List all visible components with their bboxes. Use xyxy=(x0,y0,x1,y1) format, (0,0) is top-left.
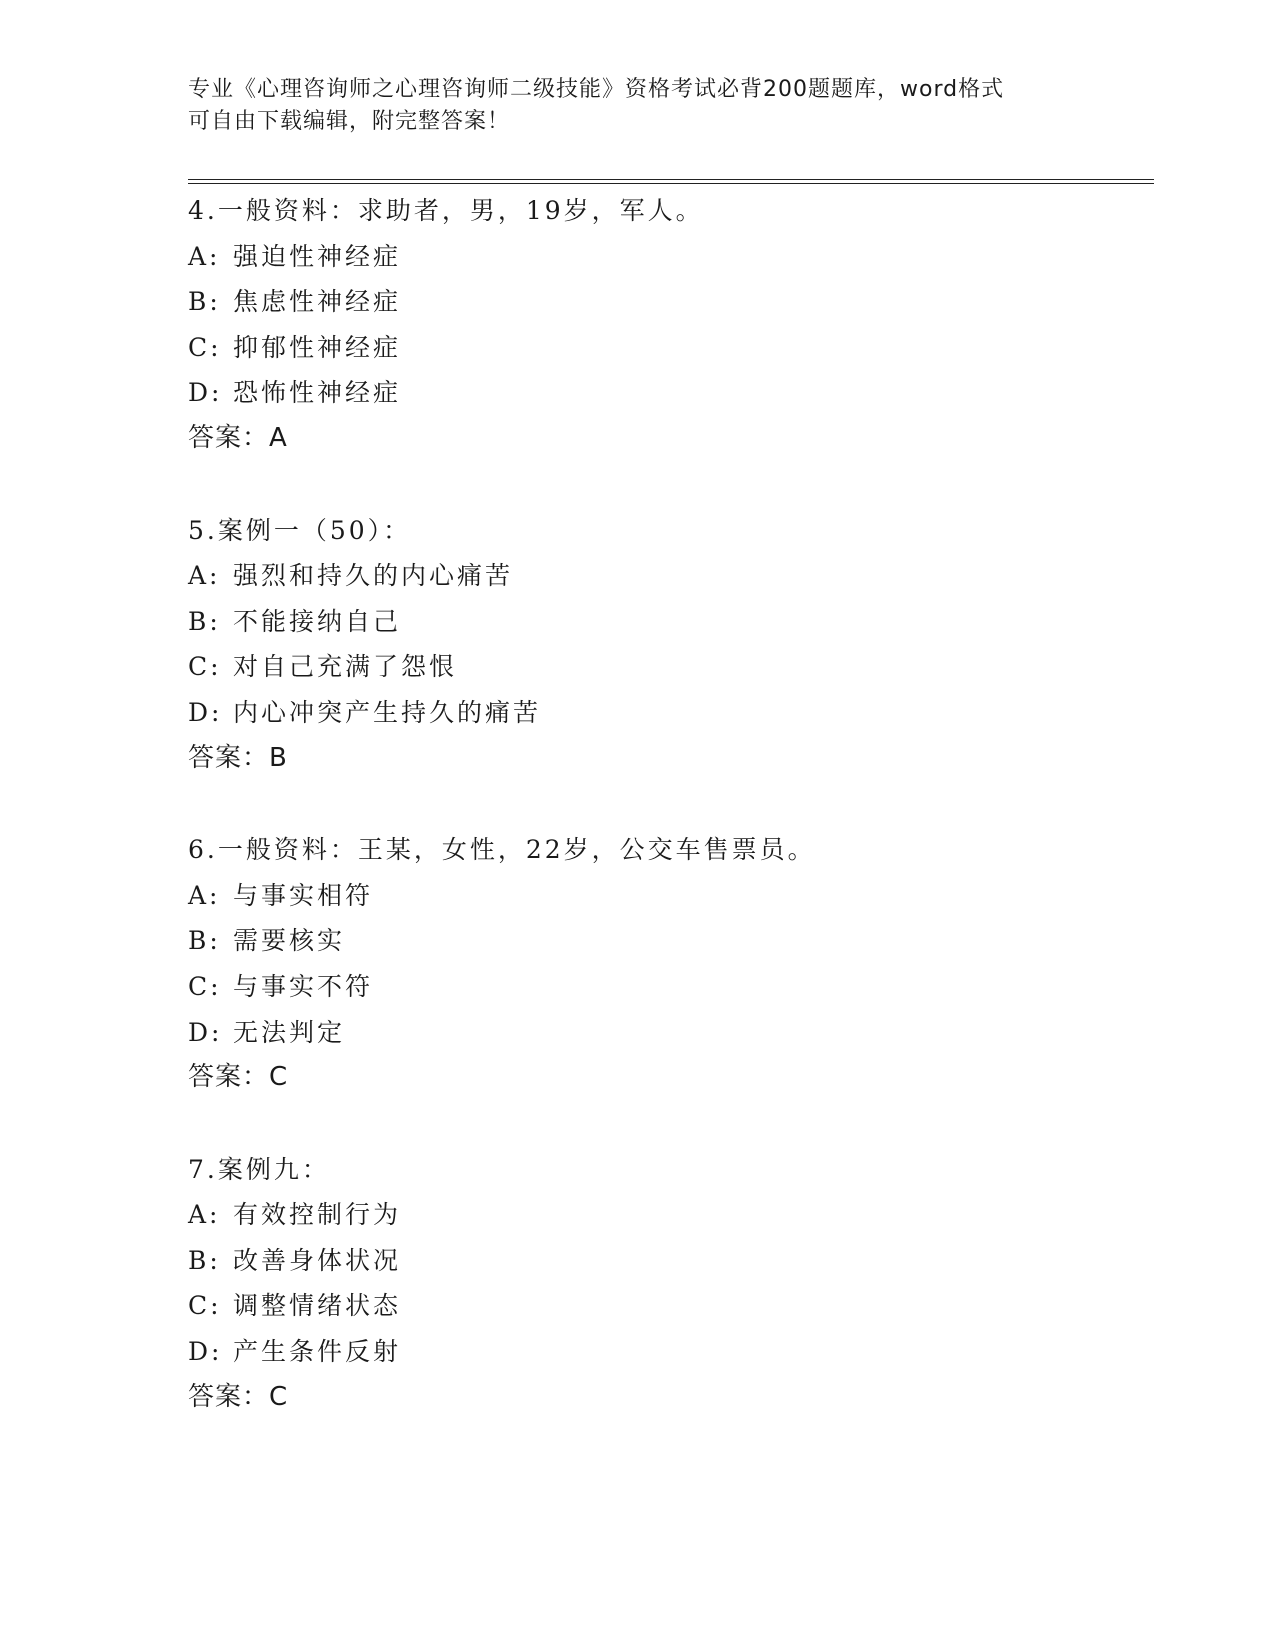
option-d xyxy=(188,1010,1148,1056)
option-text: 与事实相符 xyxy=(233,880,374,910)
question-item xyxy=(188,188,1148,462)
option-d xyxy=(188,690,1148,736)
option-c xyxy=(188,644,1148,690)
option-a xyxy=(188,234,1148,280)
option-b xyxy=(188,279,1148,325)
option-text: 内心冲突产生持久的痛苦 xyxy=(233,697,542,727)
question-stem: 6.一般资料：王某，女性，22岁，公交车售票员。 xyxy=(188,835,816,865)
option-label: D: xyxy=(188,378,223,408)
option-label: A: xyxy=(188,880,221,910)
option-label: D: xyxy=(188,1337,223,1367)
option-c xyxy=(188,964,1148,1010)
option-text: 与事实不符 xyxy=(233,971,374,1001)
answer-line: 答案：A xyxy=(188,422,288,453)
option-a xyxy=(188,1192,1148,1238)
question-stem: 7.案例九： xyxy=(188,1154,330,1184)
option-text: 不能接纳自己 xyxy=(233,606,402,636)
option-text: 恐怖性神经症 xyxy=(233,378,402,408)
option-text: 焦虑性神经症 xyxy=(233,287,402,317)
option-b xyxy=(188,1238,1148,1284)
option-label: A: xyxy=(188,561,221,591)
question-stem: 4.一般资料：求助者，男，19岁，军人。 xyxy=(188,196,704,225)
option-text: 需要核实 xyxy=(233,926,346,956)
option-a xyxy=(188,873,1148,919)
question-item xyxy=(188,827,1148,1101)
option-d xyxy=(188,1329,1148,1375)
answer-line: 答案：B xyxy=(188,742,288,773)
option-text: 抑郁性神经症 xyxy=(233,332,402,362)
header-divider-top xyxy=(188,179,1154,180)
option-b xyxy=(188,599,1148,645)
option-label: B: xyxy=(188,1245,221,1275)
option-text: 对自己充满了怨恨 xyxy=(233,652,458,682)
header-line-1: 专业《心理咨询师之心理咨询师二级技能》资格考试必背200题题库，word格式 xyxy=(188,77,1005,102)
option-c xyxy=(188,1283,1148,1329)
option-label: B: xyxy=(188,287,221,317)
option-text: 强烈和持久的内心痛苦 xyxy=(233,561,514,591)
option-label: D: xyxy=(188,1017,223,1047)
option-label: B: xyxy=(188,926,221,956)
question-item xyxy=(188,1147,1148,1421)
document-header xyxy=(188,74,1068,138)
option-text: 强迫性神经症 xyxy=(233,241,402,271)
option-b xyxy=(188,918,1148,964)
option-label: B: xyxy=(188,606,221,636)
question-list xyxy=(188,188,1148,1466)
question-stem: 5.案例一（50）： xyxy=(188,515,412,545)
option-c xyxy=(188,325,1148,371)
option-label: C: xyxy=(188,971,222,1001)
question-item xyxy=(188,508,1148,782)
option-label: C: xyxy=(188,1291,222,1321)
option-label: D: xyxy=(188,697,223,727)
option-a xyxy=(188,553,1148,599)
option-text: 改善身体状况 xyxy=(233,1245,402,1275)
answer-line: 答案：C xyxy=(188,1381,289,1412)
option-d xyxy=(188,370,1148,416)
option-label: C: xyxy=(188,332,222,362)
header-divider-bottom xyxy=(188,183,1154,184)
option-text: 调整情绪状态 xyxy=(233,1291,402,1321)
option-text: 无法判定 xyxy=(233,1017,346,1047)
option-label: C: xyxy=(188,652,222,682)
header-line-2: 可自由下载编辑，附完整答案！ xyxy=(188,109,511,134)
option-text: 有效控制行为 xyxy=(233,1200,402,1230)
answer-line: 答案：C xyxy=(188,1062,289,1093)
option-label: A: xyxy=(188,241,221,271)
option-label: A: xyxy=(188,1200,221,1230)
option-text: 产生条件反射 xyxy=(233,1337,402,1367)
